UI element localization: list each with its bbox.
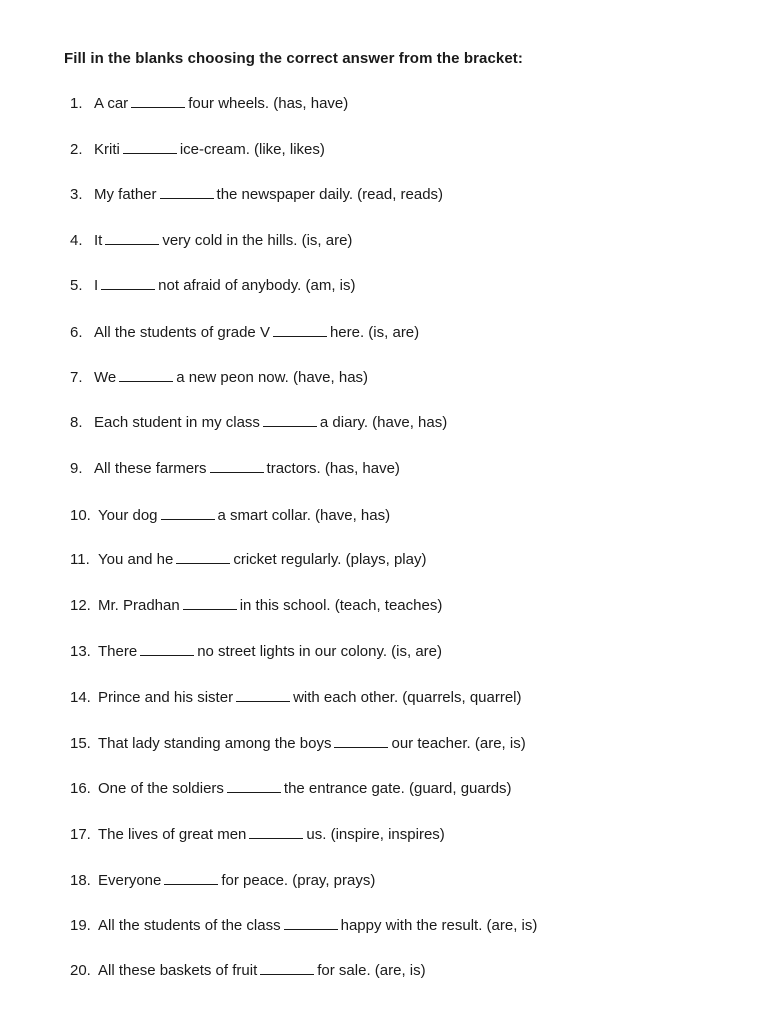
question-text-before: All the students of grade V: [94, 324, 270, 341]
question-text-before: Prince and his sister: [98, 689, 234, 706]
question-item: [70, 186, 443, 204]
question-item: [70, 369, 368, 387]
question-text-after: no street lights in our colony. (is, are): [197, 643, 443, 660]
question-text-after: our teacher. (are, is): [391, 735, 526, 752]
question-text-before: You and he: [98, 551, 174, 568]
question-item: [70, 95, 348, 113]
question-number: 5.: [70, 277, 83, 294]
answer-blank[interactable]: [249, 828, 303, 839]
question-text-before: All the students of the class: [98, 917, 281, 934]
answer-blank[interactable]: [176, 553, 230, 564]
question-text-before: I: [94, 277, 99, 294]
question-text-after: with each other. (quarrels, quarrel): [293, 689, 522, 706]
question-number: 3.: [70, 186, 83, 203]
question-text-before: We: [94, 369, 117, 386]
question-item: [70, 551, 426, 569]
answer-blank[interactable]: [164, 874, 218, 885]
answer-blank[interactable]: [140, 645, 194, 656]
question-item: [70, 460, 400, 478]
question-text-before: All these baskets of fruit: [98, 962, 258, 979]
question-item: [70, 232, 352, 250]
question-text-after: here. (is, are): [329, 324, 420, 341]
question-number: 6.: [70, 324, 83, 341]
question-text-after: the entrance gate. (guard, guards): [283, 780, 512, 797]
answer-blank[interactable]: [105, 234, 159, 245]
question-text-after: not afraid of anybody. (am, is): [158, 277, 356, 294]
answer-blank[interactable]: [160, 188, 214, 199]
question-text-after: four wheels. (has, have): [188, 95, 349, 112]
answer-blank[interactable]: [183, 599, 237, 610]
question-text-after: a new peon now. (have, has): [176, 369, 369, 386]
question-text-before: All these farmers: [94, 460, 207, 477]
question-item: [70, 597, 442, 615]
question-item: [70, 689, 522, 707]
question-item: [70, 826, 445, 844]
question-text-after: in this school. (teach, teaches): [239, 597, 443, 614]
question-number: 20.: [70, 962, 91, 979]
question-text-before: The lives of great men: [98, 826, 247, 843]
question-text-after: tractors. (has, have): [266, 460, 400, 477]
question-text-before: Each student in my class: [94, 414, 260, 431]
answer-blank[interactable]: [273, 326, 327, 337]
question-item: [70, 643, 442, 661]
answer-blank[interactable]: [131, 97, 185, 108]
answer-blank[interactable]: [101, 279, 155, 290]
question-number: 11.: [70, 551, 90, 568]
question-text-before: Mr. Pradhan: [98, 597, 180, 614]
question-text-before: That lady standing among the boys: [98, 735, 332, 752]
question-number: 19.: [70, 917, 91, 934]
question-item: [70, 414, 447, 432]
question-text-after: the newspaper daily. (read, reads): [216, 186, 444, 203]
question-text-after: a diary. (have, has): [319, 414, 448, 431]
answer-blank[interactable]: [236, 691, 290, 702]
question-text-before: Everyone: [98, 872, 162, 889]
question-text-after: us. (inspire, inspires): [306, 826, 445, 843]
question-number: 10.: [70, 507, 91, 524]
question-text-after: ice-cream. (like, likes): [179, 141, 325, 158]
question-text-after: a smart collar. (have, has): [217, 507, 391, 524]
question-number: 4.: [70, 232, 83, 249]
answer-blank[interactable]: [284, 919, 338, 930]
question-item: [70, 872, 375, 890]
answer-blank[interactable]: [119, 371, 173, 382]
answer-blank[interactable]: [263, 416, 317, 427]
question-item: [70, 141, 325, 159]
question-number: 1.: [70, 95, 83, 112]
question-item: [70, 277, 356, 295]
question-item: [70, 324, 419, 342]
answer-blank[interactable]: [123, 143, 177, 154]
question-number: 14.: [70, 689, 91, 706]
answer-blank[interactable]: [210, 462, 264, 473]
question-text-after: very cold in the hills. (is, are): [162, 232, 353, 249]
question-number: 9.: [70, 460, 83, 477]
question-number: 15.: [70, 735, 91, 752]
question-item: [70, 962, 426, 980]
instruction-heading: Fill in the blanks choosing the correct answer from the bracket:: [64, 50, 523, 67]
question-text-after: for peace. (pray, prays): [221, 872, 376, 889]
question-text-before: It: [94, 232, 103, 249]
question-text-before: Your dog: [98, 507, 158, 524]
answer-blank[interactable]: [161, 509, 215, 520]
question-number: 16.: [70, 780, 91, 797]
answer-blank[interactable]: [227, 782, 281, 793]
question-text-after: for sale. (are, is): [317, 962, 426, 979]
question-text-before: A car: [94, 95, 129, 112]
question-text-before: One of the soldiers: [98, 780, 224, 797]
question-number: 17.: [70, 826, 91, 843]
question-text-before: There: [98, 643, 138, 660]
question-text-before: My father: [94, 186, 157, 203]
question-text-before: Kriti: [94, 141, 120, 158]
question-number: 18.: [70, 872, 91, 889]
question-number: 13.: [70, 643, 91, 660]
question-number: 7.: [70, 369, 83, 386]
question-number: 12.: [70, 597, 91, 614]
question-item: [70, 507, 390, 525]
question-item: [70, 735, 526, 753]
answer-blank[interactable]: [260, 964, 314, 975]
question-text-after: happy with the result. (are, is): [340, 917, 538, 934]
question-number: 8.: [70, 414, 83, 431]
question-item: [70, 780, 512, 798]
question-item: [70, 917, 537, 935]
question-number: 2.: [70, 141, 83, 158]
answer-blank[interactable]: [334, 737, 388, 748]
question-text-after: cricket regularly. (plays, play): [233, 551, 427, 568]
